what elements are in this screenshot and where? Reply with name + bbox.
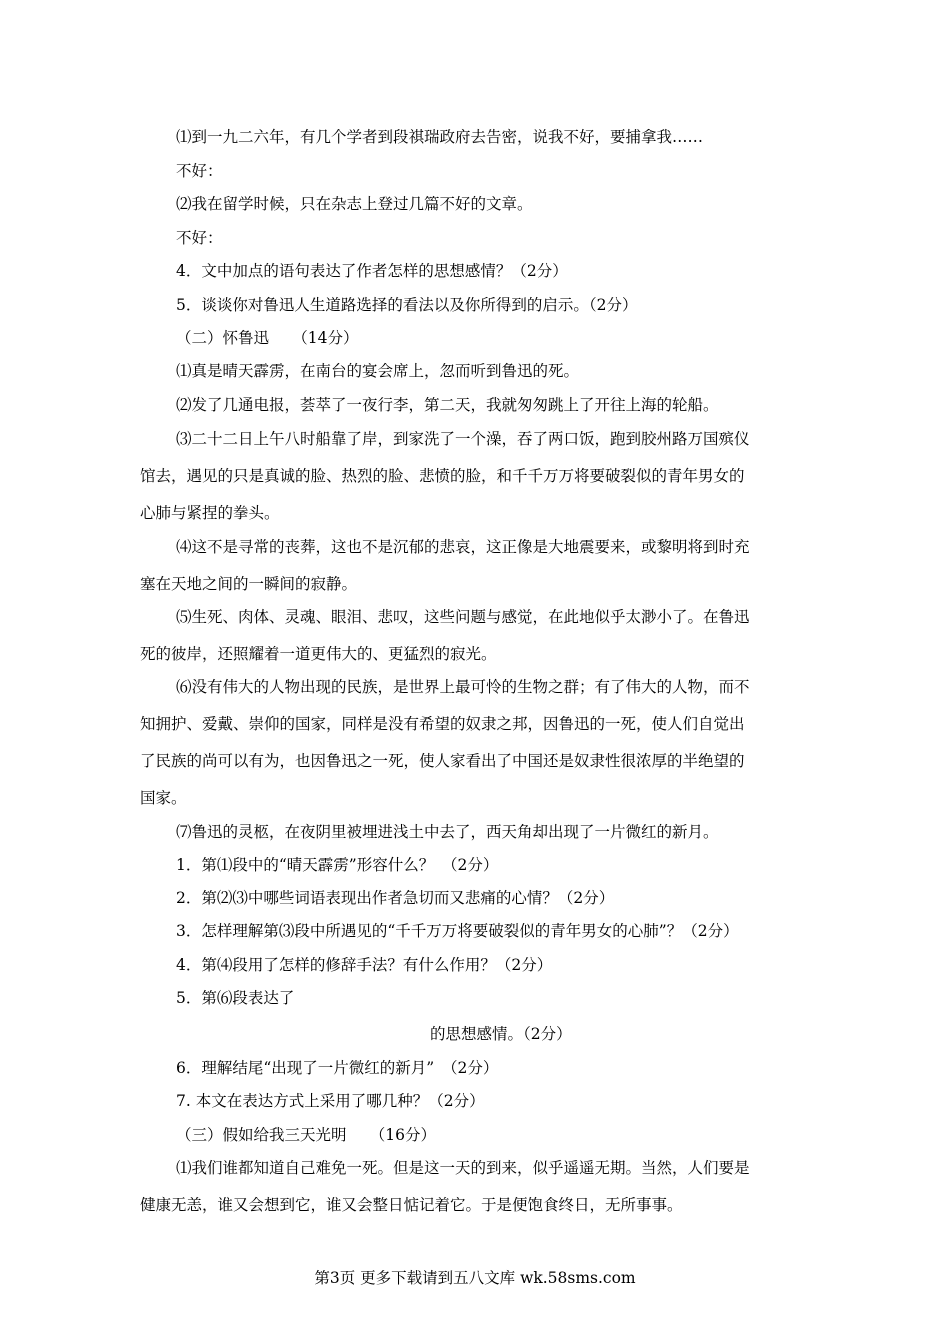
- paragraph-line: ⑷这不是寻常的丧葬，这也不是沉郁的悲哀，这正像是大地震要来，或黎明将到时充: [176, 538, 750, 556]
- section-heading: （三）假如给我三天光明 （16分）: [176, 1126, 436, 1144]
- question-item: 5．谈谈你对鲁迅人生道路选择的看法以及你所得到的启示。（2分）: [176, 296, 638, 314]
- text-line: ⑴到一九二六年，有几个学者到段祺瑞政府去告密，说我不好，要捕拿我……: [176, 128, 704, 146]
- question-item: 6．理解结尾“出现了一片微红的新月” （2分）: [176, 1059, 499, 1077]
- page-footer: 第3页 更多下载请到五八文库 wk.58sms.com: [314, 1269, 636, 1287]
- question-item-continuation: 的思想感情。（2分）: [430, 1025, 572, 1043]
- question-item: 5．第⑹段表达了: [176, 989, 295, 1007]
- paragraph-line: ⑵发了几通电报，荟萃了一夜行李，第二天，我就匆匆跳上了开往上海的轮船。: [176, 396, 719, 414]
- paragraph-line: 塞在天地之间的一瞬间的寂静。: [140, 575, 358, 593]
- question-item: 1．第⑴段中的“晴天霹雳”形容什么？ （2分）: [176, 856, 499, 874]
- paragraph-line: ⑴我们谁都知道自己难免一死。但是这一天的到来，似乎遥遥无期。当然，人们要是: [176, 1159, 750, 1177]
- text-line: ⑵我在留学时候，只在杂志上登过几篇不好的文章。: [176, 195, 533, 213]
- section-heading: （二）怀鲁迅 （14分）: [176, 329, 359, 347]
- paragraph-line: ⑶二十二日上午八时船靠了岸，到家洗了一个澡，吞了两口饭，跑到胶州路万国殡仪: [176, 430, 750, 448]
- text-line: 不好：: [176, 162, 223, 180]
- paragraph-line: 了民族的尚可以有为，也因鲁迅之一死，使人家看出了中国还是奴隶性很浓厚的半绝望的: [140, 752, 745, 770]
- paragraph-line: 馆去，遇见的只是真诚的脸、热烈的脸、悲愤的脸，和千千万万将要破裂似的青年男女的: [140, 467, 745, 485]
- paragraph-line: ⑴真是晴天霹雳，在南台的宴会席上，忽而听到鲁迅的死。: [176, 362, 580, 380]
- question-item: 7. 本文在表达方式上采用了哪几种？（2分）: [176, 1092, 485, 1110]
- paragraph-line: 知拥护、爱戴、崇仰的国家，同样是没有希望的奴隶之邦，因鲁迅的一死，使人们自觉出: [140, 715, 745, 733]
- paragraph-line: ⑹没有伟大的人物出现的民族，是世界上最可怜的生物之群；有了伟大的人物，而不: [176, 678, 750, 696]
- question-item: 3．怎样理解第⑶段中所遇见的“千千万万将要破裂似的青年男女的心肺”？（2分）: [176, 922, 739, 940]
- text-line: 不好：: [176, 229, 223, 247]
- paragraph-line: ⑸生死、肉体、灵魂、眼泪、悲叹，这些问题与感觉，在此地似乎太渺小了。在鲁迅: [176, 608, 750, 626]
- paragraph-line: 死的彼岸，还照耀着一道更伟大的、更猛烈的寂光。: [140, 645, 497, 663]
- paragraph-line: 健康无恙，谁又会想到它，谁又会整日惦记着它。于是便饱食终日，无所事事。: [140, 1196, 683, 1214]
- question-item: 4．第⑷段用了怎样的修辞手法？有什么作用？（2分）: [176, 956, 553, 974]
- paragraph-line: ⑺鲁迅的灵柩，在夜阴里被埋进浅土中去了，西天角却出现了一片微红的新月。: [176, 823, 719, 841]
- question-item: 4．文中加点的语句表达了作者怎样的思想感情？（2分）: [176, 262, 568, 280]
- question-item: 2．第⑵⑶中哪些词语表现出作者急切而又悲痛的心情？（2分）: [176, 889, 615, 907]
- paragraph-line: 心肺与紧捏的拳头。: [140, 504, 280, 522]
- paragraph-line: 国家。: [140, 789, 187, 807]
